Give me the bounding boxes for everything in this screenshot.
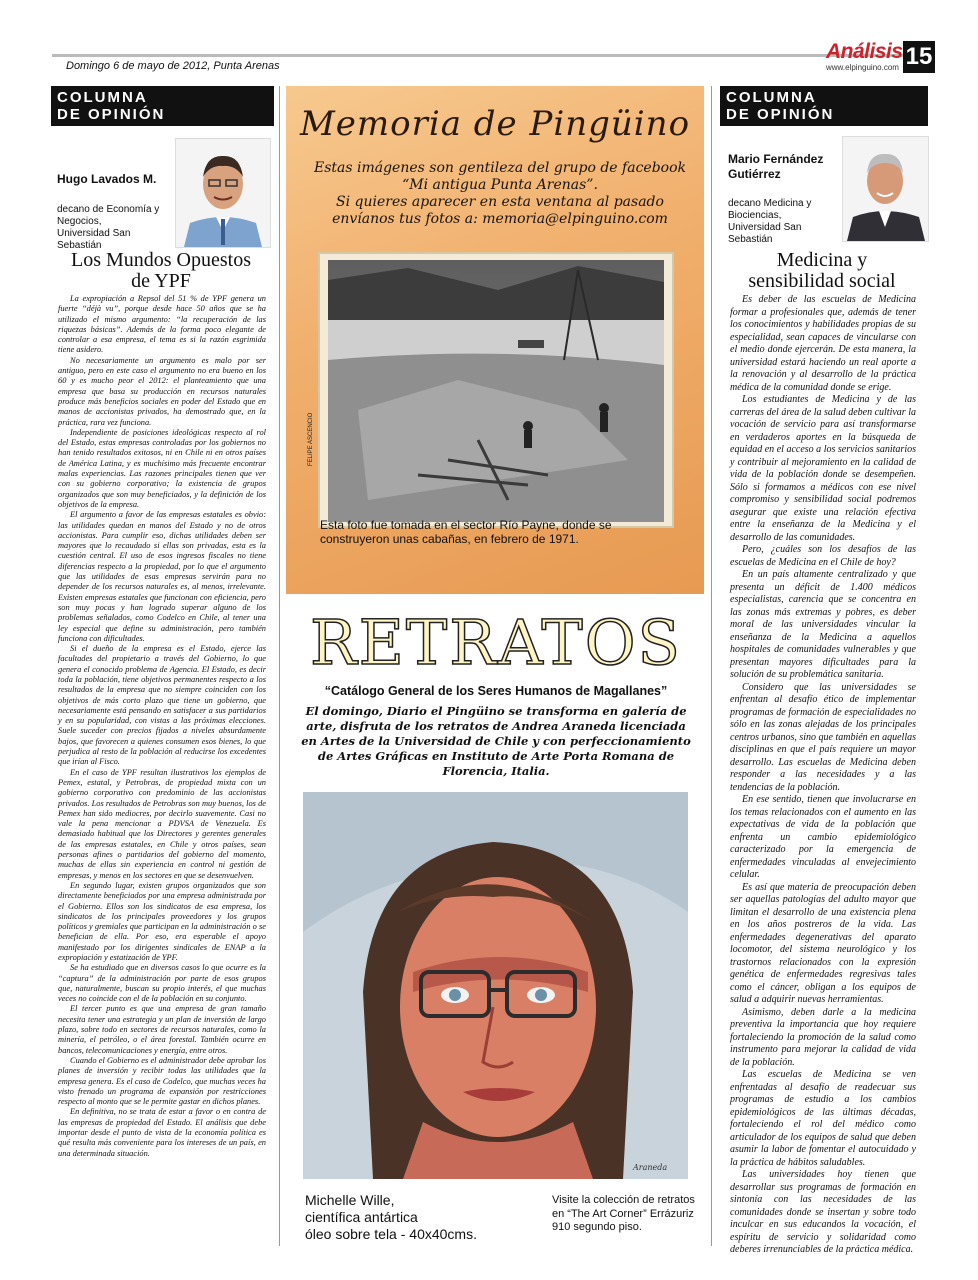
paragraph: Las escuelas de Medicina se ven enfrentadas al desafío de readecuar sus programas de estudio a los cambios epidemiológicos de las últimas décadas, fortaleciendo el rol del médico como articulador de los equipos de salud que deben asumir la labor de fomentar el autocuidado y la práctica de hábitos saludables. <box>730 1069 916 1168</box>
right-article-body <box>730 294 916 1257</box>
right-section-header: COLUMNA DE OPINIÓN <box>720 86 928 126</box>
column-divider-right <box>711 86 712 1246</box>
retratos-subtitle: “Catálogo General de los Seres Humanos de Magallanes” <box>324 684 668 698</box>
paragraph: Se ha estudiado que en diversos casos lo que ocurre es la “captura” de la administración por parte de esos grupos que, naturalmente, buscan su propio interés, el que muchas veces no coincide con el de la población en su conjunto. <box>58 963 266 1004</box>
paragraph: Considero que las universidades se enfrentan al desafío ético de implementar programas de formación de especialidades no sólo en las zonas alejadas de los principales centros urbanos, sino que también en aquellas disciplinas en que el país requiere un mayor desarrollo. Las escuelas de Medicina deben responder a las necesidades y a las tendencias de la población. <box>730 681 917 793</box>
paragraph: En ese sentido, tienen que involucrarse en los temas relacionados con el aumento en las expectativas de vida de la población que enfrenta un cambio epidemiológico caracterizado por la emergencia de enfermedades vinculadas al envejecimiento celular. <box>730 794 916 880</box>
paragraph: Las universidades hoy tienen que desarrollar sus programas de formación en sintonía con las necesidades de las comunidades donde se insertan y sobre todo inculcar en sus educandos la vocación, el espíritu de servicio y solidaridad como deberes irrenunciables de la práctica médica. <box>730 1169 916 1255</box>
portrait-painting <box>303 792 688 1179</box>
retratos-title: RETRATOS <box>309 606 682 679</box>
section-logo: Análisis <box>826 40 903 63</box>
left-author-name: Hugo Lavados M. <box>57 172 157 186</box>
retratos-intro: El domingo, Diario el Pingüino se transforma en galería de arte, disfruta de los retratos de Andrea Araneda licenciada en Artes de la Universidad de Chile y con perfeccionamiento de Artes Gráficas en Instituto de Arte Porta Romana de Florencia, Italia. <box>301 704 691 778</box>
paragraph: Los estudiantes de Medicina y de las carreras del área de la salud deben cultivar la vocación de servicio para así transformarse en verdaderos aportes en la búsqueda de equidad en el acceso a los servicios sanitarios y contribuir al mejoramiento en la calidad de vida de la población donde se desempeñen. Sólo si formamos a médicos con ese nivel compromiso y sensibilidad social podremos asegurar que existe una relación efectiva entre la enseñanza de la Medicina y el desarrollo de las comunidades. <box>730 394 916 543</box>
edition-date: Domingo 6 de mayo de 2012, Punta Arenas <box>66 60 280 72</box>
paragraph: Pero, ¿cuáles son los desafíos de las escuelas de Medicina en el Chile de hoy? <box>730 544 916 568</box>
left-author-role: decano de Economía y Negocios, Universidad San Sebastián <box>57 204 160 251</box>
paragraph: Cuando el Gobierno es el administrador debe aprobar los planes de inversión y recibir todas las utilidades que la empresa genera. Es el caso de Codelco, que muchas veces ha visto frenado un programa de expansión por restricciones respecto al monto que se le permite gastar en dichos planes. <box>58 1055 266 1107</box>
paragraph: Es así que materia de preocupación deben ser aquellas patologías del adulto mayor que limitan el desarrollo de una existencia plena en los años postreros de la vida. Las enfermedades degenerativas del aparato locomotor, del sistema neurológico y los trastornos relacionados con la expresión genética de enfermedades regresivas tales como el cáncer, obligan a los equipos de salud a adquirir nuevas herramientas. <box>730 881 916 1005</box>
left-article-body <box>58 294 266 1159</box>
paragraph: En segundo lugar, existen grupos organizados que son directamente beneficiados por una empresa administrada por el Gobierno. Ellos son los sindicatos de esa empresa, los sindicatos de los principales proveedores y los grupos políticos y gremiales que participan en la administración o se benefician de ella. Por eso, era esperable el apoyo manifestado por los dirigentes sindicales de ENAP a la expropiación y estatización de YPF. <box>58 880 266 962</box>
memoria-intro: Estas imágenes son gentileza del grupo de facebook “Mi antigua Punta Arenas”. Si quieres aparecer en esta ventana al pasado envíanos tus fotos a: memoria@elpinguino.com <box>313 160 687 227</box>
page-number: 15 <box>903 41 935 73</box>
header-rule <box>52 54 904 57</box>
photo-caption: Esta foto fue tomada en el sector Río Payne, donde se construyeron unas cabañas, en febrero de 1971. <box>320 518 612 546</box>
gallery-visit-note: Visite la colección de retratos en “The Art Corner” Errázuriz 910 segundo piso. <box>552 1194 695 1233</box>
paragraph: No necesariamente un argumento es malo por ser antiguo, pero en este caso el argumento no era bueno en los 60 y es mucho peor el 2012: el planteamiento que una empresa que basa su producción en recursos naturales produce más beneficios sociales en poder del Estado que en manos de accionistas privados, ha demostrado que, en la práctica, rara vez funciona. <box>58 355 266 427</box>
column-divider-left <box>279 86 280 1246</box>
paragraph: En un país altamente centralizado y que presenta un déficit de 1.400 médicos especialistas, carencia que se concentra en las zonas más extremas y pobres, es deber moral de las universidades vincular la enseñanza de la Medicina a aquellos hospitales de comunidades vulnerables y que presentan mayores dificultades para la solución de su problemática sanitaria. <box>730 569 916 680</box>
paragraph: Es deber de las escuelas de Medicina formar a profesionales que, además de tener los conocimientos y habilidades propias de su especialidad, sean capaces de vincularse con el medio donde ejercerán. De esta manera, la universidad estará haciendo un real aporte a la renovación y al desarrollo de la práctica médica de la comunidad donde se erige. <box>730 294 916 393</box>
paragraph: En el caso de YPF resultan ilustrativos los ejemplos de Pemex, estatal, y Petrobras, de propiedad mixta con un gobierno corporativo con predominio de las accionistas privados. Los resultados de Petrobras son muy buenos, los de Pemex han sido mediocres, por decirlo suavemente. Casi no vale la pena mencionar a PDVSA de Venezuela. Es demasiado habitual que los Directores y gerentes generales de las empresas estatales, en Chile y otros países, sean personas afines o partidarios del gobierno del momento, muchas de ellas sin experiencia en control ni gestión de empresas, y menos en los sectores en que se desenvuelven. <box>58 767 266 880</box>
historic-photo <box>328 260 664 522</box>
portrait-caption: Michelle Wille, científica antártica óleo sobre tela - 40x40cms. <box>305 1192 477 1242</box>
paragraph: Independiente de posiciones ideológicas respecto al rol del Estado, estas empresas controladas por los gobiernos no han tenido resultados exitosos, ni en Chile ni en otros países de América Latina, y es muchísimo más frecuente encontrar malas experiencias. Las razones principales tienen que ver con su gobierno corporativo; la existencia de grupos organizados que son muy beneficiados, y la definición de los objetivos de la empresa. <box>58 427 266 509</box>
right-author-name: Mario Fernández Gutiérrez <box>728 152 824 181</box>
paragraph: El tercer punto es que una empresa de gran tamaño necesita tener una estrategia y un plan de inversión de largo plazo, sobre todo en sectores de recursos naturales, como la minería, el petróleo, o el área forestal. También ocurre en bancos, telecomunicaciones y energía, entre otros. <box>58 1004 266 1055</box>
left-headline: Los Mundos Opuestos de YPF <box>70 249 251 292</box>
right-author-photo <box>842 136 929 242</box>
memoria-title: Memoria de Pingüino <box>299 104 691 144</box>
paragraph: La expropiación a Repsol del 51 % de YPF genera un fuerte “déjà vu”, porque desde hace 50 años que se ha utilizado el mismo argumento: “la recuperación de las riquezas básicas”. Además de la forma poco elegante de controlar a esa empresa, el tema es si la razón esgrimida tiene asidero. <box>58 294 266 355</box>
paragraph: El argumento a favor de las empresas estatales es obvio: las utilidades quedan en manos del Estado y no de otros accionistas. Para cumplir eso, dichas utilidades deben ser mayores que lo recaudado si ellas son privadas, esta es la cuestión central. El uso de esos ingresos fiscales no tiene diferencias respecto a la propiedad, por lo que el argumento que las utilidades de esas empresas servirán para no depender de los recursos naturales es, al menos, irrelevante. Existen empresas estatales que funcionan con eficiencia, pero son muy pocas y han logrado superar alguno de los problemas señalados, como Codelco en Chile, al tener una ley especial que define su administración, pero también funciona con dificultades. <box>58 510 266 643</box>
historic-photo-frame <box>320 254 672 526</box>
photo-credit: FELIPE ASCENCIO <box>308 412 314 466</box>
right-author-role: decano Medicina y Biociencias, Universidad San Sebastián <box>728 198 812 245</box>
paragraph: Asimismo, deben darle a la medicina preventiva la importancia que hoy requiere fortaleciendo la promoción de la salud como instrumento para mejorar la calidad de vida de la población. <box>730 1006 916 1068</box>
paragraph: Si el dueño de la empresa es el Estado, ejerce las facultades del propietario a través del Gobierno, lo que genera el conocido problema de Agencia. El Estado, es decir toda la población, tiene objetivos permanentes respecto a los resultados de la empresa que no siempre coinciden con los objetivos de más corto plazo que tiene un gobierno, que necesariamente está pensando en satisfacer a sus partidarios y en su popularidad, con vistas a las próximas elecciones. Suele suceder con precios fijados a niveles absurdamente bajos, que favorecen a quienes consumen esos bienes, lo que perjudica al resto de la población al reducirse los excedentes que irían al Fisco. <box>58 644 266 767</box>
memoria-box <box>286 86 704 594</box>
svg-text:Araneda: Araneda <box>633 1163 668 1172</box>
site-url[interactable]: www.elpinguino.com <box>826 63 899 72</box>
left-author-photo <box>175 138 271 248</box>
left-section-header: COLUMNA DE OPINIÓN <box>51 86 274 126</box>
right-headline: Medicina y sensibilidad social <box>748 249 896 292</box>
paragraph: En definitiva, no se trata de estar a favor o en contra de las empresas de propiedad del Estado. El análisis que debe importar desde el punto de vista de la economía política es qué resulta más conveniente para los intereses de un país, en una determinada situación. <box>58 1107 266 1158</box>
